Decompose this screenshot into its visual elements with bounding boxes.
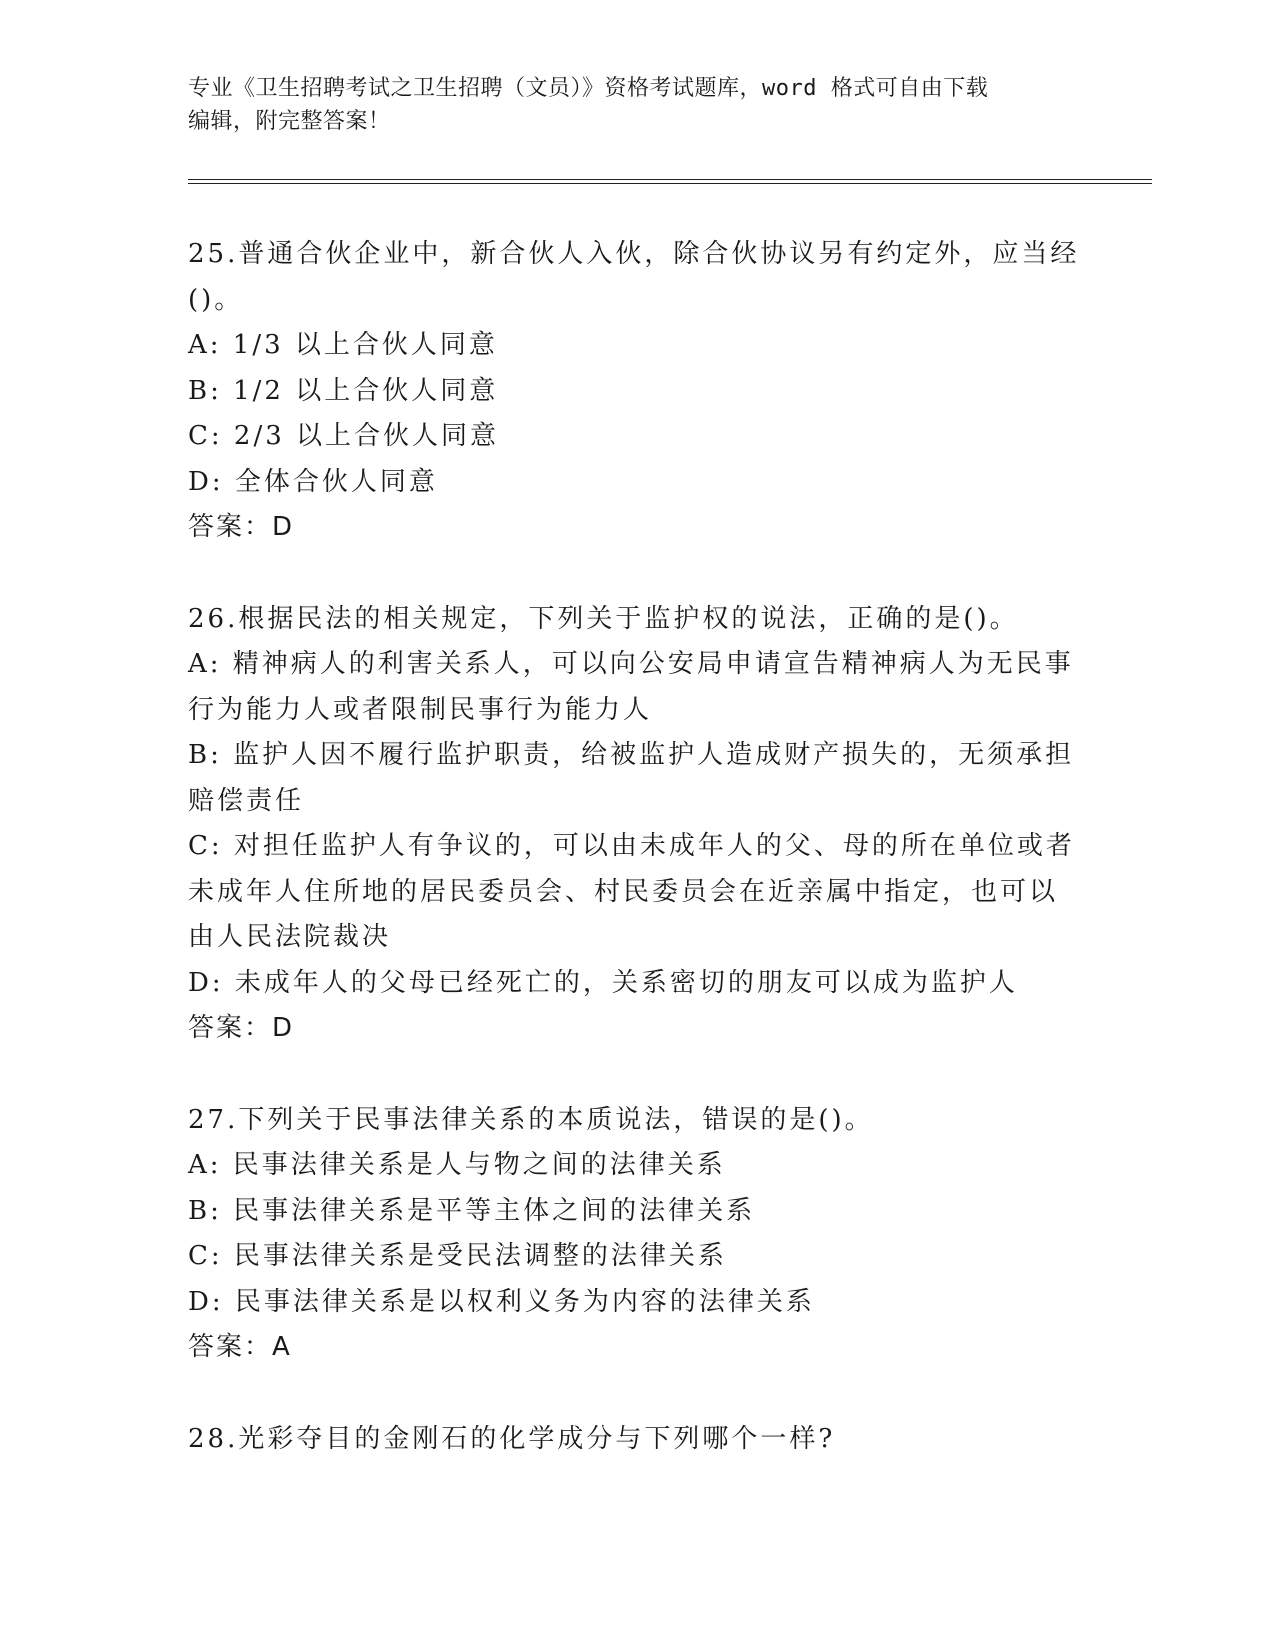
option-c: C: 民事法律关系是受民法调整的法律关系 <box>188 1241 727 1271</box>
header-line-1: 专业《卫生招聘考试之卫生招聘（文员）》资格考试题库，word 格式可自由下载 <box>188 76 989 101</box>
option-b: B: 1/2 以上合伙人同意 <box>188 375 499 406</box>
answer-label: 答案：A <box>188 1332 292 1362</box>
question-list <box>188 232 1088 1508</box>
option-b-continued: 赔偿责任 <box>188 785 305 816</box>
question-26 <box>188 597 1088 1052</box>
option-a: A: 精神病人的利害关系人，可以向公安局申请宣告精神病人为无民事 <box>188 649 1074 679</box>
question-stem: 26.根据民法的相关规定，下列关于监护权的说法，正确的是()。 <box>188 603 1019 634</box>
option-d: D: 未成年人的父母已经死亡的，关系密切的朋友可以成为监护人 <box>188 967 1018 998</box>
option-d: D: 民事法律关系是以权利义务为内容的法律关系 <box>188 1286 815 1317</box>
question-25 <box>188 232 1088 551</box>
option-a-continued: 行为能力人或者限制民事行为能力人 <box>188 694 653 725</box>
option-a: A: 1/3 以上合伙人同意 <box>188 330 498 360</box>
question-stem: ()。 <box>188 284 244 315</box>
option-b: B: 监护人因不履行监护职责，给被监护人造成财产损失的，无须承担 <box>188 740 1075 770</box>
option-d: D: 全体合伙人同意 <box>188 466 438 497</box>
option-c-continued: 未成年人住所地的居民委员会、村民委员会在近亲属中指定，也可以 <box>188 876 1059 907</box>
header-divider <box>188 179 1152 184</box>
option-c: C: 对担任监护人有争议的，可以由未成年人的父、母的所在单位或者 <box>188 831 1075 861</box>
option-a: A: 民事法律关系是人与物之间的法律关系 <box>188 1150 726 1180</box>
header-line-2: 编辑，附完整答案！ <box>188 109 391 134</box>
question-stem: 27.下列关于民事法律关系的本质说法，错误的是()。 <box>188 1104 874 1135</box>
answer-label: 答案：D <box>188 512 295 542</box>
answer-label: 答案：D <box>188 1013 295 1043</box>
question-stem: 25.普通合伙企业中，新合伙人入伙，除合伙协议另有约定外，应当经 <box>188 239 1080 269</box>
question-stem: 28.光彩夺目的金刚石的化学成分与下列哪个一样? <box>188 1423 836 1454</box>
option-c-continued: 由人民法院裁决 <box>188 922 392 952</box>
option-c: C: 2/3 以上合伙人同意 <box>188 421 500 451</box>
question-27 <box>188 1098 1088 1371</box>
option-b: B: 民事法律关系是平等主体之间的法律关系 <box>188 1195 756 1226</box>
document-header <box>188 72 1068 138</box>
question-28 <box>188 1417 1088 1463</box>
